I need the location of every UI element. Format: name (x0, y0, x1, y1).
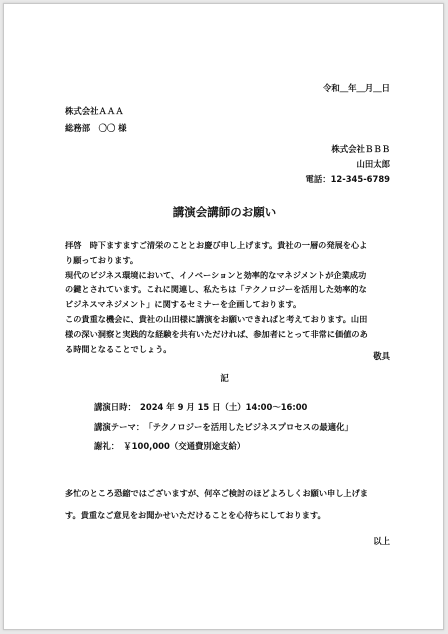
request-line: 多忙のところ恐縮ではございますが、何卒ご検討のほどよろしくお願い申し上げま (65, 488, 368, 498)
body-line: り願っております。 (65, 254, 139, 265)
request-paragraph (65, 482, 392, 526)
body-line: る時間となることでしょう。 (65, 343, 172, 354)
document-page (3, 3, 444, 630)
sender-company: 株式会社ＢＢＢ (331, 144, 390, 154)
sender-phone: 電話：12-345-6789 (305, 174, 390, 184)
request-line: す。貴重なご意見をお聞かせいただけることを心待ちにしております。 (65, 510, 326, 520)
letter-body (65, 238, 392, 356)
letter-title: 講演会講師のお願い (172, 205, 277, 219)
recipient-company: 株式会社ＡＡＡ (65, 106, 124, 116)
body-line: 拝啓 時下ますますご清栄のこととお慶び申し上げます。貴社の一層の発展を心よ (65, 240, 368, 250)
body-line: ビジネスマネジメント」に関するセミナーを企画しております。 (65, 299, 302, 310)
body-line: 現代のビジネス環境において、イノベーションと効率的なマネジメントが企業成功 (65, 269, 367, 280)
body-line: 様の深い洞察と実践的な経験を共有いただければ、参加者にとって非常に価値のあ (65, 328, 368, 339)
detail-fee: 謝礼： ￥100,000（交通費別途支給） (94, 441, 246, 451)
body-line: の鍵とされています。これに関連し、私たちは「テクノロジーを活用した効率的な (65, 284, 367, 295)
date: 令和＿年＿月＿日 (323, 83, 390, 93)
body-line: この貴重な機会に、貴社の山田様に講演をお願いできればと考えております。山田 (65, 313, 368, 324)
ki-heading: 記 (220, 373, 229, 383)
detail-theme: 講演テーマ： 「テクノロジーを活用したビジネスプロセスの最適化」 (94, 422, 353, 432)
closing: 敬具 (373, 351, 390, 361)
sender-name: 山田太郎 (356, 159, 390, 169)
detail-date: 講演日時： 2024 年 9 月 15 日（土）14:00～16:00 (94, 402, 308, 412)
end-mark: 以上 (373, 536, 390, 546)
recipient-person: 総務部 〇〇 様 (65, 123, 127, 133)
